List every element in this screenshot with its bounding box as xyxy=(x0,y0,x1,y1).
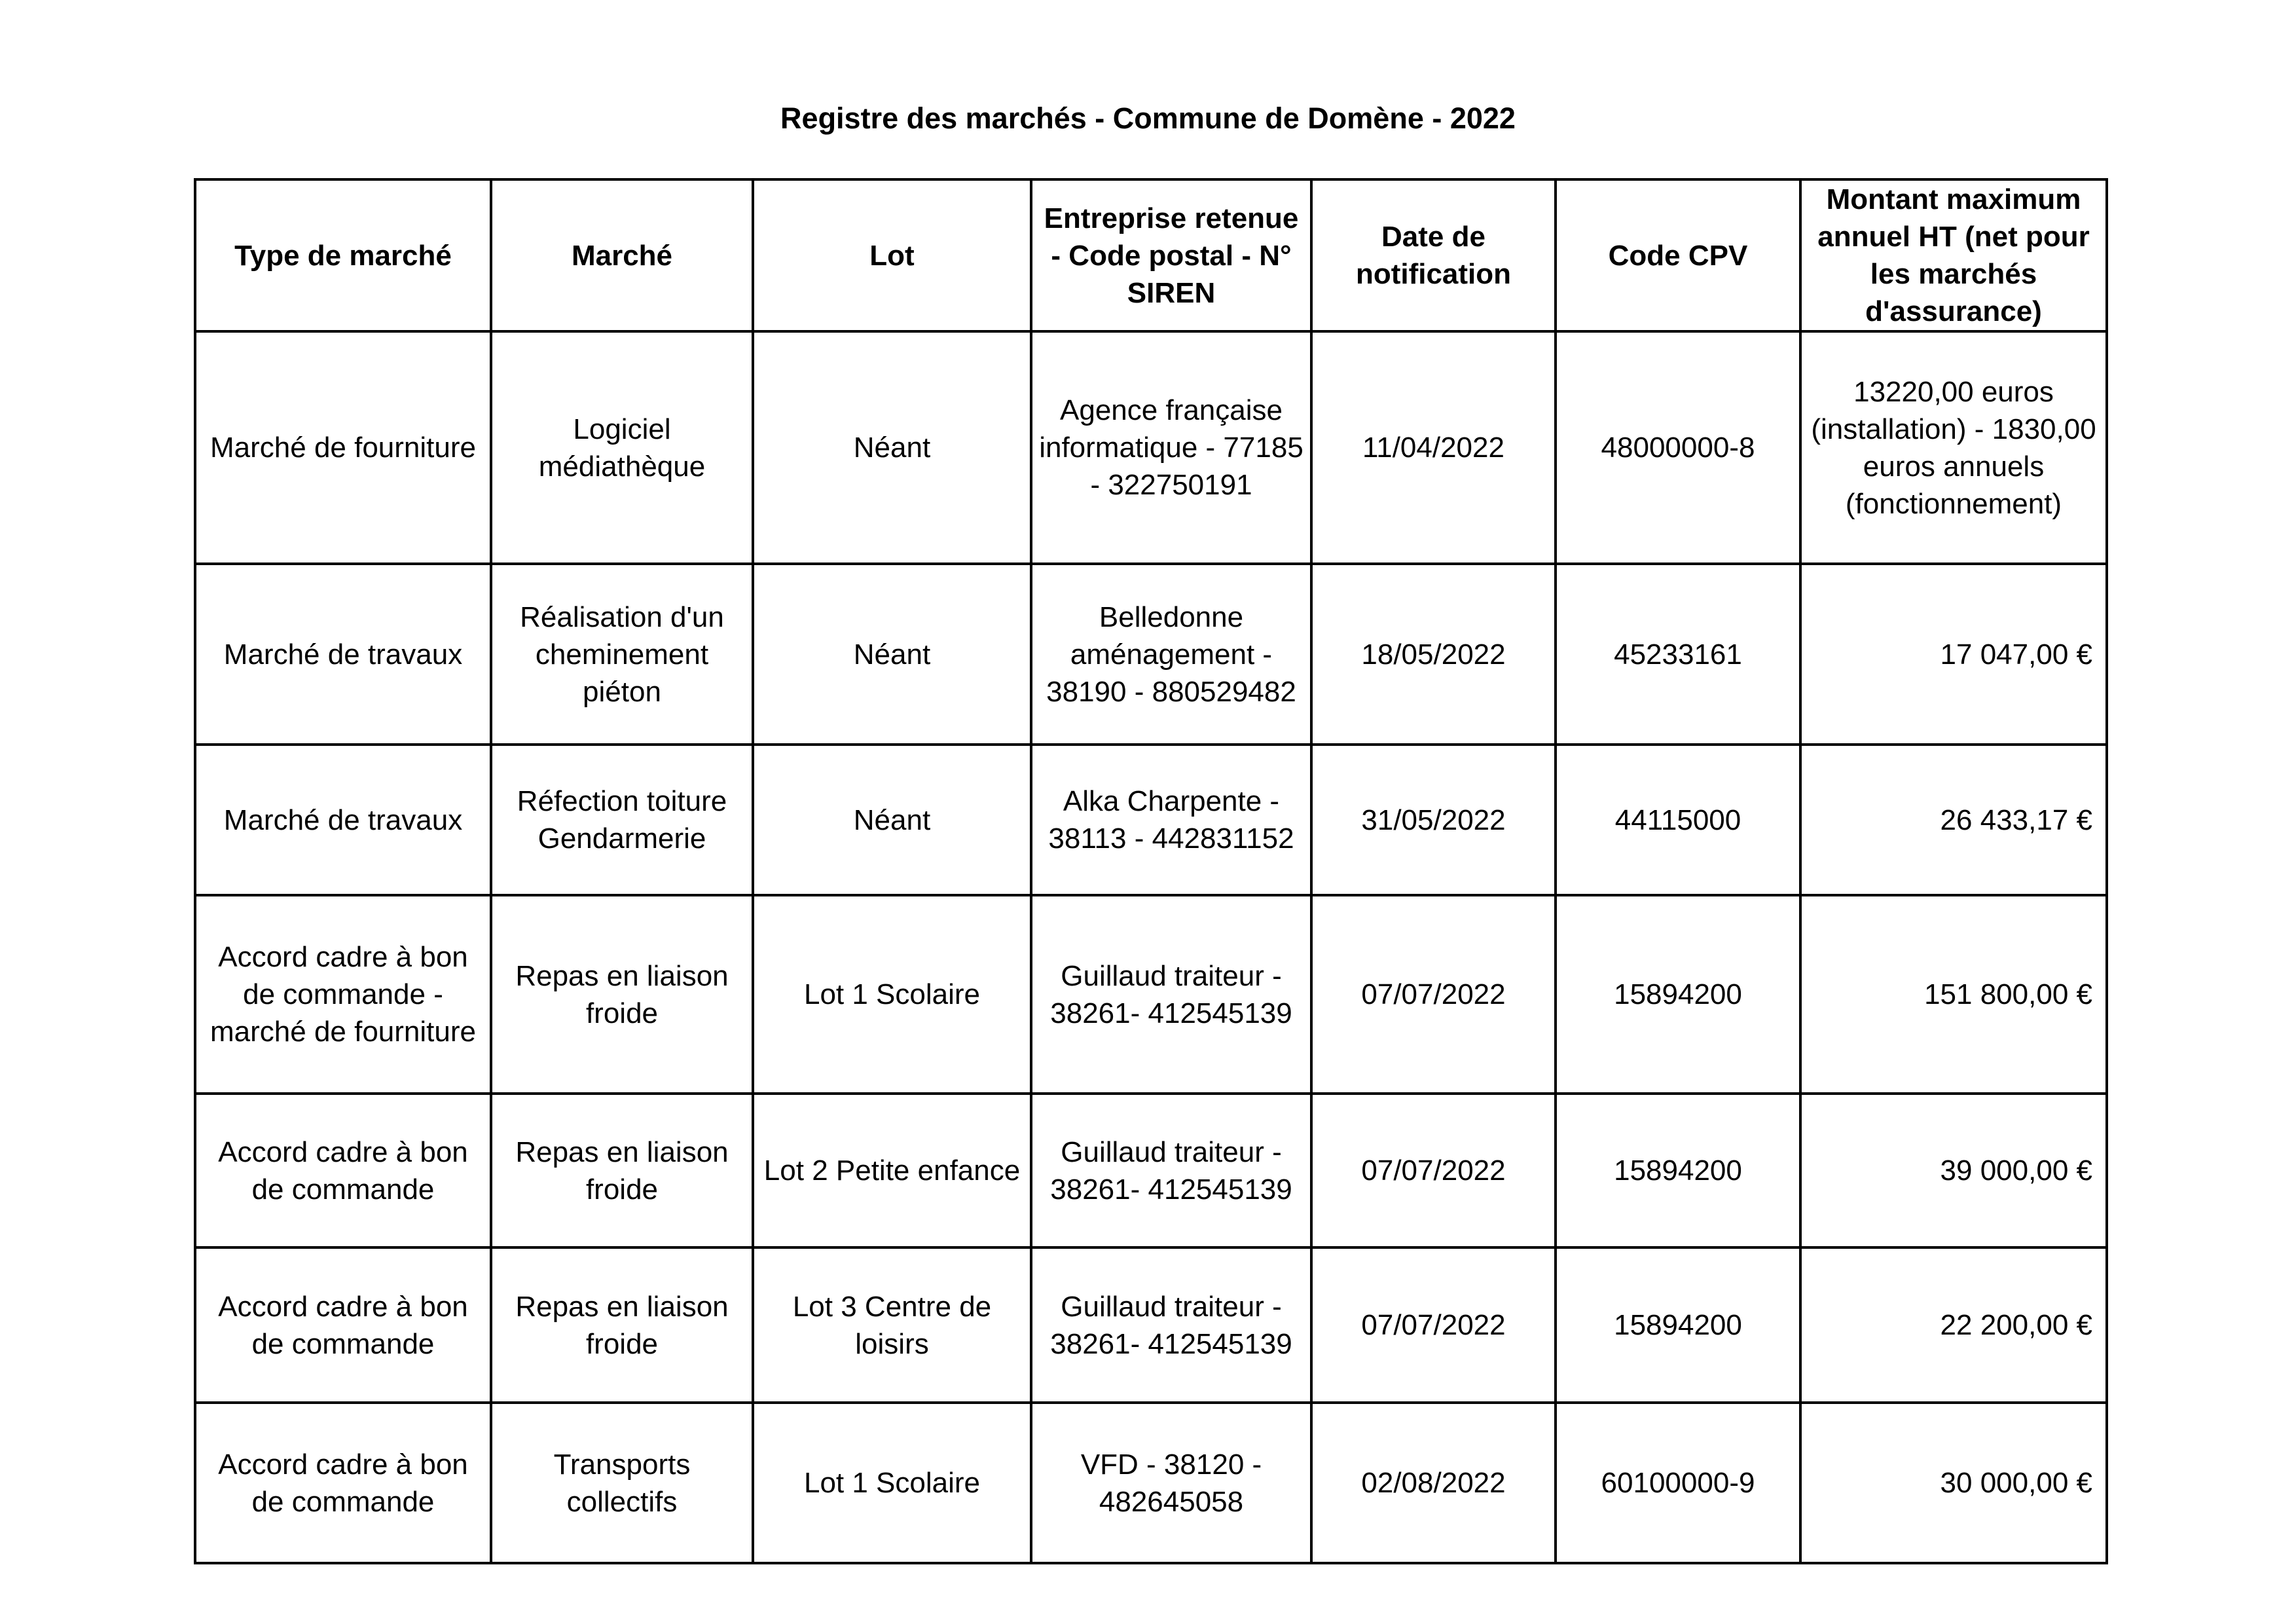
column-header-date: Date de notification xyxy=(1311,179,1556,331)
cell-montant: 26 433,17 € xyxy=(1800,745,2107,895)
cell-entreprise: Agence française informatique - 77185 - 322750191 xyxy=(1031,331,1311,564)
cell-marche: Transports collectifs xyxy=(491,1403,753,1563)
cell-montant: 22 200,00 € xyxy=(1800,1247,2107,1403)
column-header-entreprise: Entreprise retenue - Code postal - N° SIREN xyxy=(1031,179,1311,331)
cell-lot: Lot 1 Scolaire xyxy=(753,1403,1031,1563)
cell-montant: 13220,00 euros (installation) - 1830,00 euros annuels (fonctionnement) xyxy=(1800,331,2107,564)
cell-type: Accord cadre à bon de commande xyxy=(195,1403,491,1563)
table-row xyxy=(195,564,2107,745)
cell-date: 07/07/2022 xyxy=(1311,895,1556,1094)
cell-date: 31/05/2022 xyxy=(1311,745,1556,895)
cell-montant: 39 000,00 € xyxy=(1800,1094,2107,1247)
cell-marche: Repas en liaison froide xyxy=(491,1094,753,1247)
cell-entreprise: Guillaud traiteur - 38261- 412545139 xyxy=(1031,1094,1311,1247)
cell-marche: Repas en liaison froide xyxy=(491,895,753,1094)
cell-cpv: 15894200 xyxy=(1556,895,1800,1094)
cell-marche: Logiciel médiathèque xyxy=(491,331,753,564)
column-header-type: Type de marché xyxy=(195,179,491,331)
cell-cpv: 45233161 xyxy=(1556,564,1800,745)
table-row xyxy=(195,745,2107,895)
cell-entreprise: Guillaud traiteur - 38261- 412545139 xyxy=(1031,895,1311,1094)
cell-date: 07/07/2022 xyxy=(1311,1094,1556,1247)
cell-montant: 151 800,00 € xyxy=(1800,895,2107,1094)
cell-lot: Lot 2 Petite enfance xyxy=(753,1094,1031,1247)
market-register-table xyxy=(194,178,2108,1564)
cell-lot: Néant xyxy=(753,745,1031,895)
cell-marche: Réfection toiture Gendarmerie xyxy=(491,745,753,895)
cell-lot: Néant xyxy=(753,331,1031,564)
cell-cpv: 15894200 xyxy=(1556,1247,1800,1403)
cell-type: Accord cadre à bon de commande xyxy=(195,1094,491,1247)
table-header-row xyxy=(195,179,2107,331)
table-row xyxy=(195,1403,2107,1563)
column-header-cpv: Code CPV xyxy=(1556,179,1800,331)
table-row xyxy=(195,895,2107,1094)
cell-lot: Lot 3 Centre de loisirs xyxy=(753,1247,1031,1403)
cell-type: Marché de travaux xyxy=(195,745,491,895)
cell-entreprise: Alka Charpente - 38113 - 442831152 xyxy=(1031,745,1311,895)
cell-entreprise: VFD - 38120 - 482645058 xyxy=(1031,1403,1311,1563)
cell-date: 07/07/2022 xyxy=(1311,1247,1556,1403)
cell-lot: Lot 1 Scolaire xyxy=(753,895,1031,1094)
cell-cpv: 48000000-8 xyxy=(1556,331,1800,564)
column-header-montant: Montant maximum annuel HT (net pour les marchés d'assurance) xyxy=(1800,179,2107,331)
cell-montant: 30 000,00 € xyxy=(1800,1403,2107,1563)
table-row xyxy=(195,331,2107,564)
cell-type: Marché de travaux xyxy=(195,564,491,745)
cell-marche: Repas en liaison froide xyxy=(491,1247,753,1403)
cell-type: Accord cadre à bon de commande - marché de fourniture xyxy=(195,895,491,1094)
cell-montant: 17 047,00 € xyxy=(1800,564,2107,745)
cell-cpv: 60100000-9 xyxy=(1556,1403,1800,1563)
column-header-marche: Marché xyxy=(491,179,753,331)
cell-cpv: 44115000 xyxy=(1556,745,1800,895)
cell-entreprise: Guillaud traiteur - 38261- 412545139 xyxy=(1031,1247,1311,1403)
cell-date: 02/08/2022 xyxy=(1311,1403,1556,1563)
cell-cpv: 15894200 xyxy=(1556,1094,1800,1247)
cell-lot: Néant xyxy=(753,564,1031,745)
cell-marche: Réalisation d'un cheminement piéton xyxy=(491,564,753,745)
page-title: Registre des marchés - Commune de Domène - 2022 xyxy=(780,101,1516,135)
table-row xyxy=(195,1094,2107,1247)
cell-type: Marché de fourniture xyxy=(195,331,491,564)
column-header-lot: Lot xyxy=(753,179,1031,331)
table-row xyxy=(195,1247,2107,1403)
cell-date: 11/04/2022 xyxy=(1311,331,1556,564)
cell-type: Accord cadre à bon de commande xyxy=(195,1247,491,1403)
cell-entreprise: Belledonne aménagement - 38190 - 880529482 xyxy=(1031,564,1311,745)
cell-date: 18/05/2022 xyxy=(1311,564,1556,745)
